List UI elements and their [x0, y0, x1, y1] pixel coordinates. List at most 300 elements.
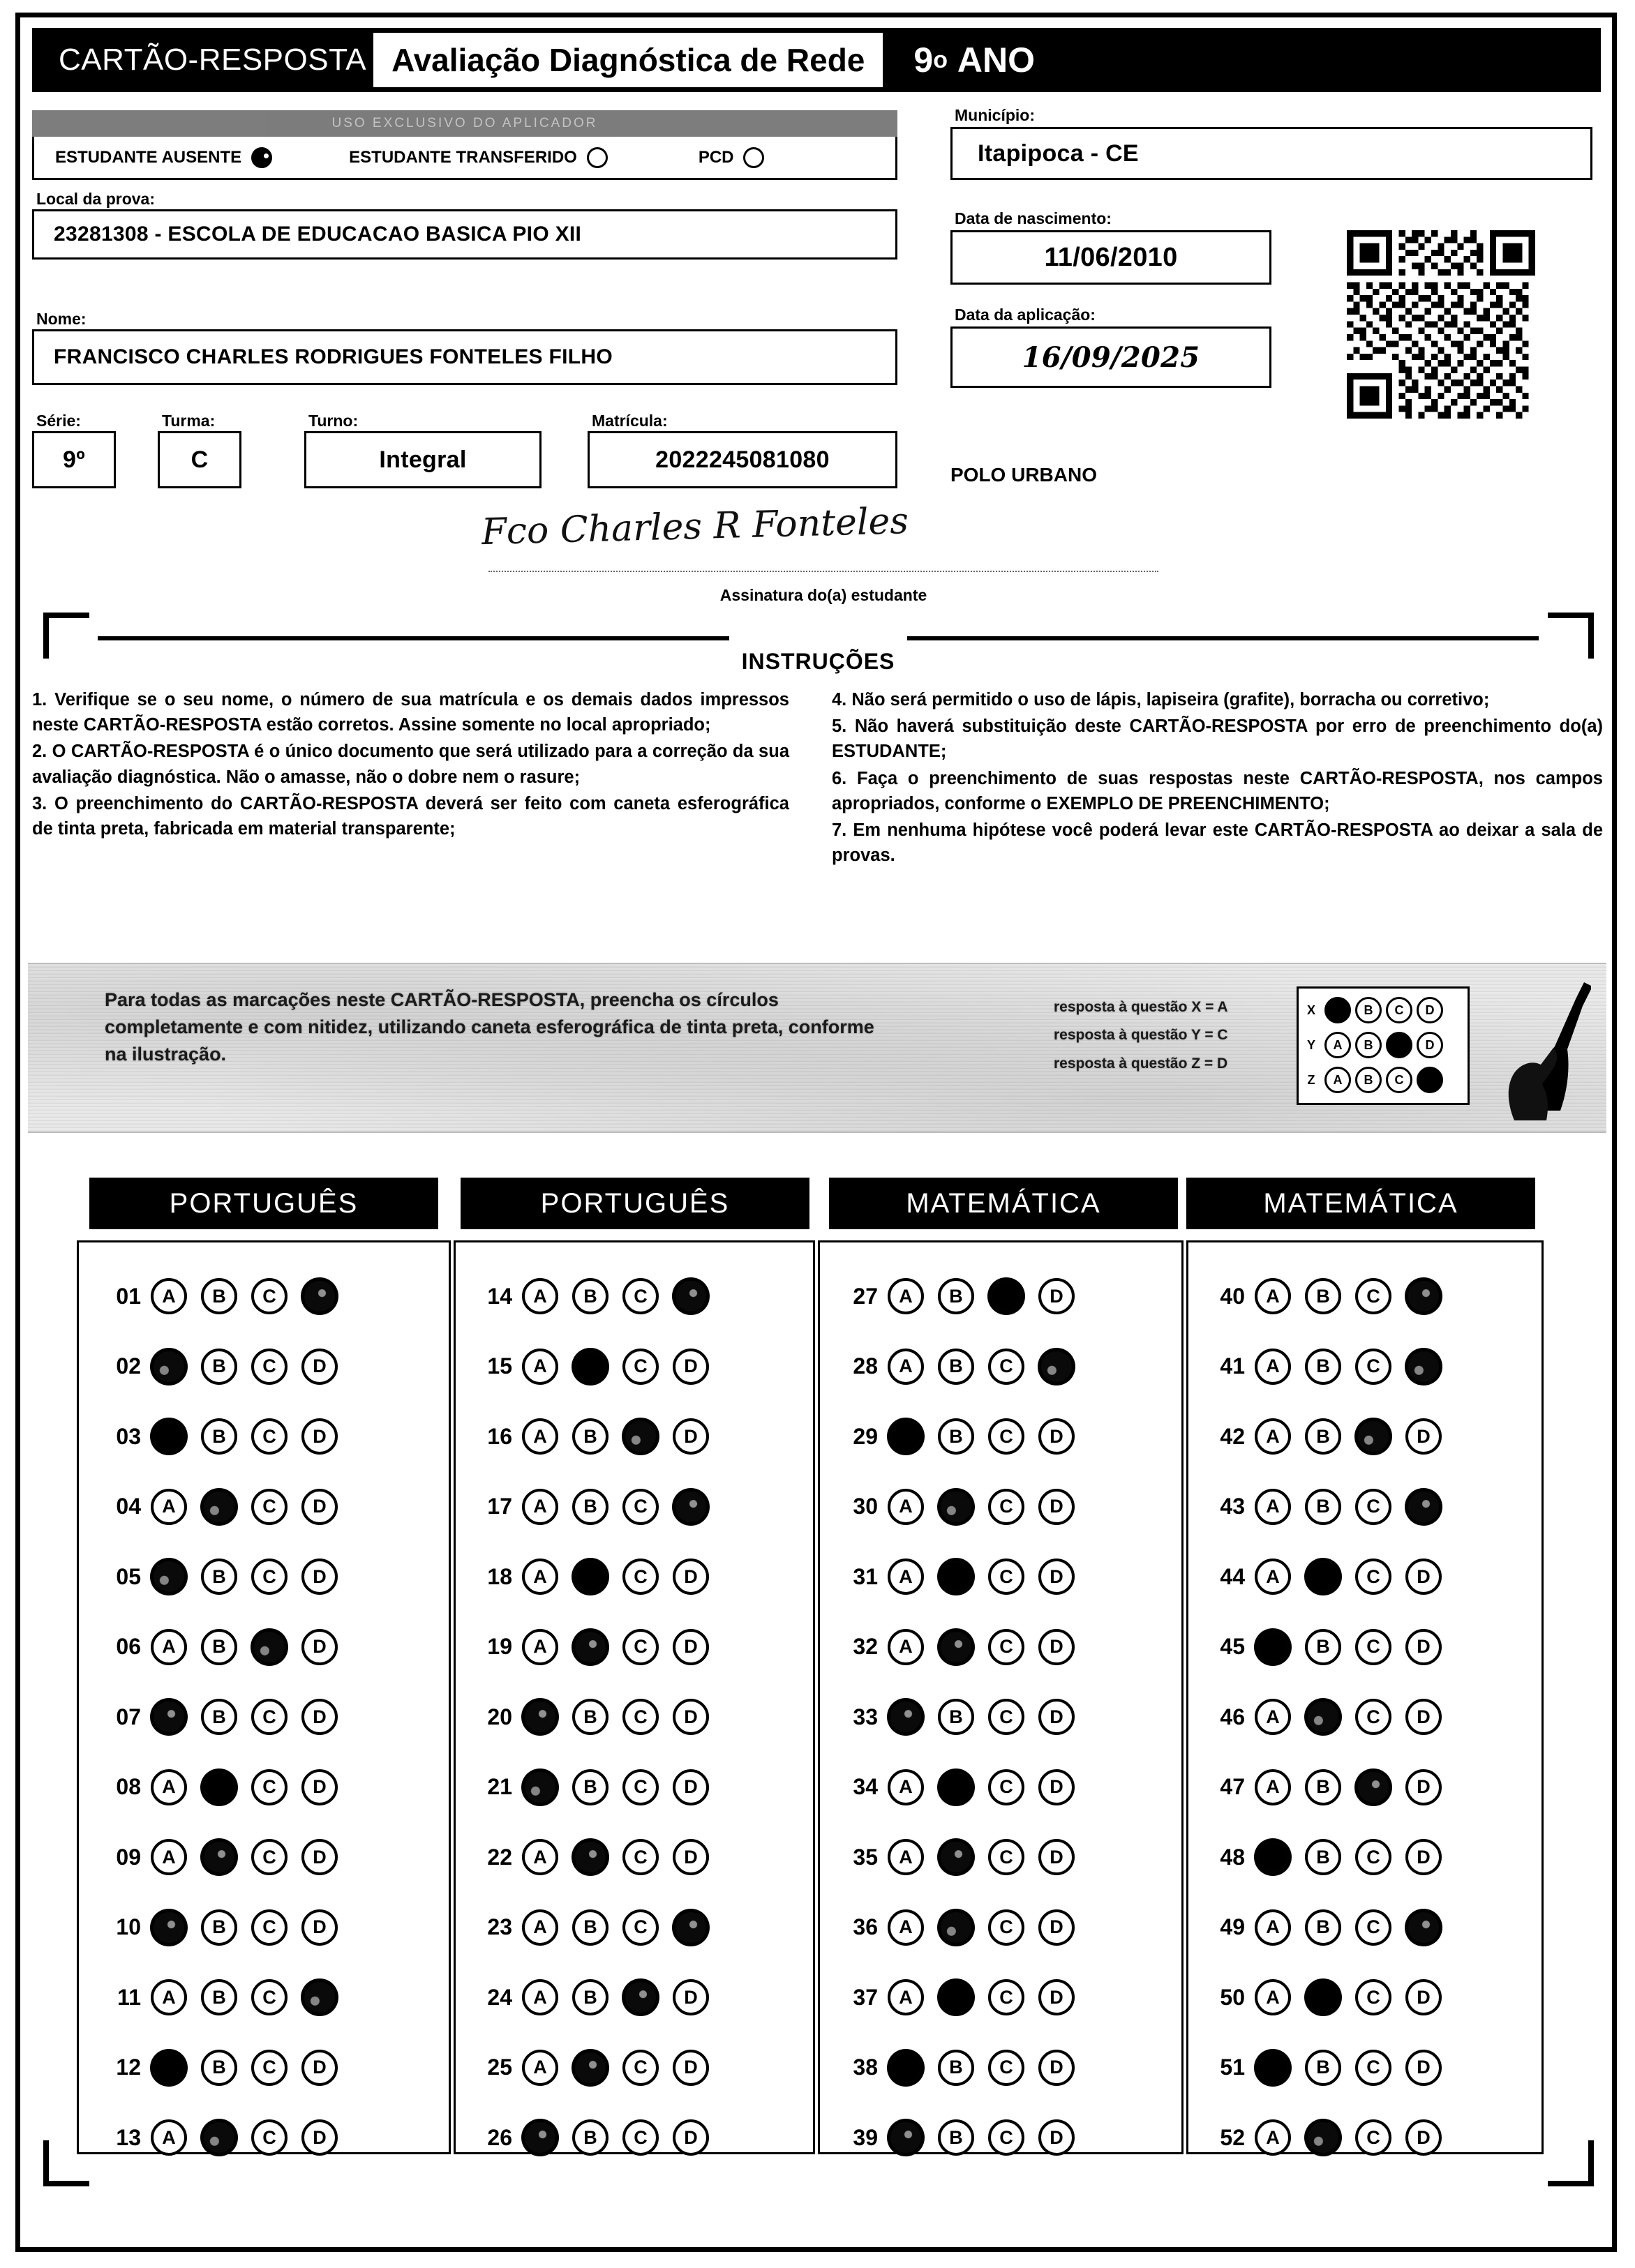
- bubble-47-C[interactable]: [1355, 1769, 1391, 1805]
- field-matricula[interactable]: 2022245081080: [588, 431, 897, 488]
- bubble-41-B[interactable]: B: [1305, 1349, 1341, 1385]
- bubble-01-D[interactable]: [301, 1278, 338, 1314]
- bubble-32-C[interactable]: C: [988, 1629, 1024, 1665]
- question-number: 52: [1220, 2124, 1245, 2150]
- bubble-29-C[interactable]: C: [988, 1418, 1024, 1455]
- bubble-24-D[interactable]: D: [673, 1979, 709, 2015]
- bubble-07-A[interactable]: [151, 1699, 187, 1735]
- bubble-31-B[interactable]: [938, 1559, 974, 1595]
- bubble-43-C[interactable]: C: [1355, 1489, 1391, 1525]
- bubble-48-A[interactable]: [1255, 1839, 1291, 1875]
- bubble-42-A[interactable]: A: [1255, 1418, 1291, 1455]
- question-number: 32: [853, 1634, 878, 1659]
- answer-row-42: [1202, 1417, 1456, 1456]
- bubble-14-B[interactable]: B: [572, 1278, 609, 1314]
- bubble-20-A[interactable]: [522, 1699, 558, 1735]
- question-number: 29: [853, 1423, 878, 1449]
- bubble-08-B[interactable]: [201, 1769, 237, 1805]
- bubble-18-B[interactable]: [572, 1559, 609, 1595]
- bubble-23-B[interactable]: B: [572, 1909, 609, 1946]
- bubble-11-B[interactable]: B: [201, 1979, 237, 2015]
- bubble-09-A[interactable]: A: [151, 1839, 187, 1875]
- question-number: 27: [853, 1283, 878, 1309]
- bubble-45-A[interactable]: [1255, 1629, 1291, 1665]
- bubble-06-C[interactable]: [251, 1629, 288, 1665]
- bubble-23-C[interactable]: C: [622, 1909, 659, 1946]
- example-answer-line: resposta à questão Y = C: [1054, 1027, 1228, 1044]
- bubble-48-B[interactable]: B: [1305, 1839, 1341, 1875]
- header-grade: [890, 28, 1035, 92]
- bubble-17-A[interactable]: A: [522, 1489, 558, 1525]
- bubble-42-C[interactable]: [1355, 1418, 1391, 1455]
- bubble-03-B[interactable]: B: [201, 1418, 237, 1455]
- bubble-04-A[interactable]: A: [151, 1489, 187, 1525]
- bubble-45-B[interactable]: B: [1305, 1629, 1341, 1665]
- field-serie[interactable]: 9º: [32, 431, 116, 488]
- bubble-29-A[interactable]: [888, 1418, 924, 1455]
- bubble-03-D[interactable]: D: [301, 1418, 338, 1455]
- field-turno[interactable]: Integral: [304, 431, 542, 488]
- answer-row-35: [835, 1838, 1089, 1877]
- bubble-50-D[interactable]: D: [1405, 1979, 1442, 2015]
- bubble-52-C[interactable]: C: [1355, 2119, 1391, 2156]
- bubble-14-A[interactable]: A: [522, 1278, 558, 1314]
- bubble-52-D[interactable]: D: [1405, 2119, 1442, 2156]
- bubble-28-B[interactable]: B: [938, 1349, 974, 1385]
- label-data-nascimento: Data de nascimento:: [955, 209, 1112, 227]
- bubble-37-A[interactable]: A: [888, 1979, 924, 2015]
- example-bubble-a: A: [1324, 1067, 1351, 1093]
- bubble-05-B[interactable]: B: [201, 1559, 237, 1595]
- bubble-01-B[interactable]: B: [201, 1278, 237, 1314]
- bubble-02-B[interactable]: B: [201, 1349, 237, 1385]
- bubble-12-B[interactable]: B: [201, 2050, 237, 2086]
- bubble-50-A[interactable]: A: [1255, 1979, 1291, 2015]
- bubble-27-A[interactable]: A: [888, 1278, 924, 1314]
- field-nome[interactable]: FRANCISCO CHARLES RODRIGUES FONTELES FILHO: [32, 329, 897, 385]
- bubble-34-C[interactable]: C: [988, 1769, 1024, 1805]
- question-number: 45: [1220, 1634, 1245, 1659]
- answer-row-19: [469, 1628, 723, 1667]
- answer-row-31: [835, 1557, 1089, 1596]
- question-number: 50: [1220, 1984, 1245, 2010]
- bubble-32-B[interactable]: [938, 1629, 974, 1665]
- bubble-44-A[interactable]: A: [1255, 1559, 1291, 1595]
- question-number: 39: [853, 2124, 878, 2150]
- bubble-47-D[interactable]: D: [1405, 1769, 1442, 1805]
- bubble-37-B[interactable]: [938, 1979, 974, 2015]
- bubble-32-A[interactable]: A: [888, 1629, 924, 1665]
- bubble-05-C[interactable]: C: [251, 1559, 288, 1595]
- bubble-38-D[interactable]: D: [1038, 2050, 1075, 2086]
- label-nome: Nome:: [36, 310, 87, 328]
- bubble-47-A[interactable]: A: [1255, 1769, 1291, 1805]
- bubble-51-C[interactable]: C: [1355, 2050, 1391, 2086]
- bubble-03-A[interactable]: [151, 1418, 187, 1455]
- answer-row-48: [1202, 1838, 1456, 1877]
- bubble-transferido[interactable]: [587, 147, 608, 168]
- bubble-23-D[interactable]: [673, 1909, 709, 1946]
- answer-row-30: [835, 1487, 1089, 1526]
- question-number: 42: [1220, 1423, 1245, 1449]
- example-bubble-a: A: [1324, 997, 1351, 1023]
- answer-row-45: [1202, 1628, 1456, 1667]
- bubble-19-C[interactable]: C: [622, 1629, 659, 1665]
- header-title-left: CARTÃO-RESPOSTA: [59, 43, 367, 77]
- bubble-14-C[interactable]: C: [622, 1278, 659, 1314]
- bubble-31-A[interactable]: A: [888, 1559, 924, 1595]
- bubble-48-D[interactable]: D: [1405, 1839, 1442, 1875]
- question-number: 37: [853, 1984, 878, 2010]
- status-pcd[interactable]: [699, 147, 765, 168]
- status-estudante-transferido[interactable]: [349, 147, 608, 168]
- bubble-38-A[interactable]: [888, 2050, 924, 2086]
- column-header-1: PORTUGUÊS: [89, 1178, 438, 1229]
- bubble-05-A[interactable]: [151, 1559, 187, 1595]
- bubble-40-C[interactable]: C: [1355, 1278, 1391, 1314]
- bubble-04-C[interactable]: C: [251, 1489, 288, 1525]
- answer-row-36: [835, 1908, 1089, 1947]
- bubble-32-D[interactable]: D: [1038, 1629, 1075, 1665]
- bubble-52-A[interactable]: A: [1255, 2119, 1291, 2156]
- example-bubble-d: D: [1417, 1067, 1443, 1093]
- answer-row-20: [469, 1697, 723, 1736]
- question-number: 41: [1220, 1353, 1245, 1379]
- bubble-39-B[interactable]: B: [938, 2119, 974, 2156]
- bubble-49-B[interactable]: B: [1305, 1909, 1341, 1946]
- bubble-34-D[interactable]: D: [1038, 1769, 1075, 1805]
- bubble-16-A[interactable]: A: [522, 1418, 558, 1455]
- example-bubble-b: B: [1355, 1032, 1382, 1058]
- bubble-12-A[interactable]: [151, 2050, 187, 2086]
- bubble-46-C[interactable]: C: [1355, 1699, 1391, 1735]
- bubble-06-A[interactable]: A: [151, 1629, 187, 1665]
- bubble-46-B[interactable]: [1305, 1699, 1341, 1735]
- bubble-35-D[interactable]: D: [1038, 1839, 1075, 1875]
- bubble-30-D[interactable]: D: [1038, 1489, 1075, 1525]
- status-estudante-ausente[interactable]: [55, 147, 272, 168]
- field-data-aplicacao[interactable]: 16/09/2025: [950, 326, 1271, 388]
- bubble-12-C[interactable]: C: [251, 2050, 288, 2086]
- bubble-12-D[interactable]: D: [301, 2050, 338, 2086]
- question-number: 38: [853, 2055, 878, 2080]
- question-number: 03: [116, 1423, 141, 1449]
- bubble-10-A[interactable]: [151, 1909, 187, 1946]
- bubble-13-C[interactable]: C: [251, 2119, 288, 2156]
- bubble-16-C[interactable]: [622, 1418, 659, 1455]
- bubble-36-A[interactable]: A: [888, 1909, 924, 1946]
- bubble-41-D[interactable]: [1405, 1349, 1442, 1385]
- answer-row-13: [98, 2118, 352, 2157]
- bubble-25-A[interactable]: A: [522, 2050, 558, 2086]
- bubble-35-A[interactable]: A: [888, 1839, 924, 1875]
- bubble-52-B[interactable]: [1305, 2119, 1341, 2156]
- bubble-35-C[interactable]: C: [988, 1839, 1024, 1875]
- bubble-17-B[interactable]: B: [572, 1489, 609, 1525]
- bubble-08-A[interactable]: A: [151, 1769, 187, 1805]
- bubble-16-D[interactable]: D: [673, 1418, 709, 1455]
- question-number: 26: [487, 2124, 512, 2150]
- bubble-07-C[interactable]: C: [251, 1699, 288, 1735]
- bubble-35-B[interactable]: [938, 1839, 974, 1875]
- bubble-41-A[interactable]: A: [1255, 1349, 1291, 1385]
- label-data-aplicacao: Data da aplicação:: [955, 306, 1096, 324]
- bubble-25-C[interactable]: C: [622, 2050, 659, 2086]
- bubble-39-C[interactable]: C: [988, 2119, 1024, 2156]
- bubble-28-C[interactable]: C: [988, 1349, 1024, 1385]
- bubble-13-A[interactable]: A: [151, 2119, 187, 2156]
- bubble-22-C[interactable]: C: [622, 1839, 659, 1875]
- answer-row-40: [1202, 1277, 1456, 1316]
- status-label-ausente: ESTUDANTE AUSENTE: [55, 147, 242, 167]
- bubble-07-B[interactable]: B: [201, 1699, 237, 1735]
- status-label-pcd: PCD: [698, 147, 734, 167]
- bubble-19-B[interactable]: [572, 1629, 609, 1665]
- bubble-21-A[interactable]: [522, 1769, 558, 1805]
- bubble-48-C[interactable]: C: [1355, 1839, 1391, 1875]
- instruction-item: 7. Em nenhuma hipótese você poderá levar este CARTÃO-RESPOSTA ao deixar a sala de provas.: [832, 820, 1603, 866]
- question-number: 17: [487, 1494, 512, 1519]
- bubble-29-B[interactable]: B: [938, 1418, 974, 1455]
- bubble-26-A[interactable]: [522, 2119, 558, 2156]
- answer-row-23: [469, 1908, 723, 1947]
- bubble-20-D[interactable]: D: [673, 1699, 709, 1735]
- bubble-10-B[interactable]: B: [201, 1909, 237, 1946]
- bubble-pcd[interactable]: [743, 147, 764, 168]
- bubble-41-C[interactable]: C: [1355, 1349, 1391, 1385]
- bubble-18-A[interactable]: A: [522, 1559, 558, 1595]
- bubble-02-C[interactable]: C: [251, 1349, 288, 1385]
- bubble-34-A[interactable]: A: [888, 1769, 924, 1805]
- answer-row-51: [1202, 2048, 1456, 2087]
- bubble-39-A[interactable]: [888, 2119, 924, 2156]
- bubble-33-B[interactable]: B: [938, 1699, 974, 1735]
- instructions-column-right: [832, 687, 1603, 869]
- example-bubble-a: A: [1324, 1032, 1351, 1058]
- bubble-50-C[interactable]: C: [1355, 1979, 1391, 2015]
- bubble-33-A[interactable]: [888, 1699, 924, 1735]
- answer-row-17: [469, 1487, 723, 1526]
- answer-row-52: [1202, 2118, 1456, 2157]
- bubble-39-D[interactable]: D: [1038, 2119, 1075, 2156]
- bubble-17-D[interactable]: [673, 1489, 709, 1525]
- bubble-02-D[interactable]: D: [301, 1349, 338, 1385]
- answer-row-02: [98, 1347, 352, 1386]
- question-number: 30: [853, 1494, 878, 1519]
- bubble-31-D[interactable]: D: [1038, 1559, 1075, 1595]
- bubble-03-C[interactable]: C: [251, 1418, 288, 1455]
- bubble-01-A[interactable]: A: [151, 1278, 187, 1314]
- answer-row-10: [98, 1908, 352, 1947]
- bubble-08-C[interactable]: C: [251, 1769, 288, 1805]
- bubble-28-D[interactable]: [1038, 1349, 1075, 1385]
- question-number: 19: [487, 1634, 512, 1659]
- label-turma: Turma:: [162, 412, 216, 430]
- field-turma[interactable]: C: [158, 431, 241, 488]
- bubble-38-B[interactable]: B: [938, 2050, 974, 2086]
- bubble-27-B[interactable]: B: [938, 1278, 974, 1314]
- bubble-10-D[interactable]: D: [301, 1909, 338, 1946]
- bubble-26-D[interactable]: D: [673, 2119, 709, 2156]
- bubble-15-C[interactable]: C: [622, 1349, 659, 1385]
- bubble-20-C[interactable]: C: [622, 1699, 659, 1735]
- bubble-44-D[interactable]: D: [1405, 1559, 1442, 1595]
- bubble-45-C[interactable]: C: [1355, 1629, 1391, 1665]
- bubble-15-B[interactable]: [572, 1349, 609, 1385]
- header-grade-word: ANO: [957, 40, 1035, 80]
- answer-row-08: [98, 1768, 352, 1807]
- instruction-item: 4. Não será permitido o uso de lápis, lapiseira (grafite), borracha ou corretivo;: [832, 690, 1490, 709]
- question-number: 08: [116, 1774, 141, 1799]
- bubble-47-B[interactable]: B: [1305, 1769, 1341, 1805]
- bubble-24-B[interactable]: B: [572, 1979, 609, 2015]
- bubble-15-D[interactable]: D: [673, 1349, 709, 1385]
- bubble-27-D[interactable]: D: [1038, 1278, 1075, 1314]
- bubble-49-D[interactable]: [1405, 1909, 1442, 1946]
- bubble-ausente[interactable]: [251, 147, 272, 168]
- bubble-34-B[interactable]: [938, 1769, 974, 1805]
- bubble-36-D[interactable]: D: [1038, 1909, 1075, 1946]
- bubble-42-B[interactable]: B: [1305, 1418, 1341, 1455]
- field-local-prova[interactable]: 23281308 - ESCOLA DE EDUCACAO BASICA PIO XII: [32, 209, 897, 260]
- bubble-30-A[interactable]: A: [888, 1489, 924, 1525]
- bubble-28-A[interactable]: A: [888, 1349, 924, 1385]
- bubble-37-D[interactable]: D: [1038, 1979, 1075, 2015]
- bubble-29-D[interactable]: D: [1038, 1418, 1075, 1455]
- bubble-05-D[interactable]: D: [301, 1559, 338, 1595]
- bubble-33-C[interactable]: C: [988, 1699, 1024, 1735]
- question-number: 36: [853, 1914, 878, 1939]
- bubble-40-A[interactable]: A: [1255, 1278, 1291, 1314]
- bubble-26-C[interactable]: C: [622, 2119, 659, 2156]
- bubble-17-C[interactable]: C: [622, 1489, 659, 1525]
- qr-code-icon: [1347, 230, 1535, 419]
- bubble-46-A[interactable]: A: [1255, 1699, 1291, 1735]
- bubble-07-D[interactable]: D: [301, 1699, 338, 1735]
- answer-row-34: [835, 1768, 1089, 1807]
- answer-row-28: [835, 1347, 1089, 1386]
- bubble-24-A[interactable]: A: [522, 1979, 558, 2015]
- example-bubble-c: C: [1386, 997, 1412, 1023]
- bubble-06-D[interactable]: D: [301, 1629, 338, 1665]
- bubble-24-C[interactable]: [622, 1979, 659, 2015]
- bubble-31-C[interactable]: C: [988, 1559, 1024, 1595]
- bubble-06-B[interactable]: B: [201, 1629, 237, 1665]
- bubble-04-D[interactable]: D: [301, 1489, 338, 1525]
- answer-row-24: [469, 1978, 723, 2017]
- bubble-33-D[interactable]: D: [1038, 1699, 1075, 1735]
- bubble-36-B[interactable]: [938, 1909, 974, 1946]
- field-municipio[interactable]: Itapipoca - CE: [950, 127, 1592, 180]
- bubble-08-D[interactable]: D: [301, 1769, 338, 1805]
- bubble-23-A[interactable]: A: [522, 1909, 558, 1946]
- signature-handwriting[interactable]: Fco Charles R Fonteles: [480, 500, 909, 554]
- bubble-27-C[interactable]: [988, 1278, 1024, 1314]
- bubble-37-C[interactable]: C: [988, 1979, 1024, 2015]
- answer-row-21: [469, 1768, 723, 1807]
- bubble-25-B[interactable]: [572, 2050, 609, 2086]
- bubble-43-B[interactable]: B: [1305, 1489, 1341, 1525]
- field-data-nascimento[interactable]: 11/06/2010: [950, 230, 1271, 285]
- bubble-30-C[interactable]: C: [988, 1489, 1024, 1525]
- filling-example-strip: [28, 963, 1606, 1133]
- bubble-30-B[interactable]: [938, 1489, 974, 1525]
- bubble-02-A[interactable]: [151, 1349, 187, 1385]
- question-number: 15: [487, 1353, 512, 1379]
- bubble-43-A[interactable]: A: [1255, 1489, 1291, 1525]
- bubble-22-D[interactable]: D: [673, 1839, 709, 1875]
- header-title-exam: Avaliação Diagnóstica de Rede: [373, 33, 883, 87]
- question-number: 07: [116, 1704, 141, 1729]
- question-number: 46: [1220, 1704, 1245, 1729]
- bubble-09-B[interactable]: [201, 1839, 237, 1875]
- bubble-11-C[interactable]: C: [251, 1979, 288, 2015]
- bubble-21-B[interactable]: B: [572, 1769, 609, 1805]
- bubble-40-D[interactable]: [1405, 1278, 1442, 1314]
- bubble-44-C[interactable]: C: [1355, 1559, 1391, 1595]
- column-header-3: MATEMÁTICA: [829, 1178, 1178, 1229]
- question-number: 22: [487, 1844, 512, 1870]
- bubble-49-A[interactable]: A: [1255, 1909, 1291, 1946]
- example-bubble-b: B: [1355, 1067, 1382, 1093]
- question-number: 31: [853, 1563, 878, 1589]
- answer-row-37: [835, 1978, 1089, 2017]
- instruction-corner-top-right: [1548, 613, 1594, 659]
- bubble-22-B[interactable]: [572, 1839, 609, 1875]
- bubble-04-B[interactable]: [201, 1489, 237, 1525]
- bubble-26-B[interactable]: B: [572, 2119, 609, 2156]
- bubble-45-D[interactable]: D: [1405, 1629, 1442, 1665]
- bubble-25-D[interactable]: D: [673, 2050, 709, 2086]
- bubble-22-A[interactable]: A: [522, 1839, 558, 1875]
- bubble-09-C[interactable]: C: [251, 1839, 288, 1875]
- bubble-19-D[interactable]: D: [673, 1629, 709, 1665]
- answer-row-12: [98, 2048, 352, 2087]
- bubble-14-D[interactable]: [673, 1278, 709, 1314]
- bubble-50-B[interactable]: [1305, 1979, 1341, 2015]
- bubble-20-B[interactable]: B: [572, 1699, 609, 1735]
- bubble-51-A[interactable]: [1255, 2050, 1291, 2086]
- bubble-13-B[interactable]: [201, 2119, 237, 2156]
- bubble-46-D[interactable]: D: [1405, 1699, 1442, 1735]
- bubble-43-D[interactable]: [1405, 1489, 1442, 1525]
- bubble-21-D[interactable]: D: [673, 1769, 709, 1805]
- bubble-09-D[interactable]: D: [301, 1839, 338, 1875]
- bubble-11-A[interactable]: A: [151, 1979, 187, 2015]
- bubble-19-A[interactable]: A: [522, 1629, 558, 1665]
- question-number: 13: [116, 2124, 141, 2150]
- label-municipio: Município:: [955, 106, 1035, 124]
- bubble-44-B[interactable]: [1305, 1559, 1341, 1595]
- bubble-49-C[interactable]: C: [1355, 1909, 1391, 1946]
- bubble-10-C[interactable]: C: [251, 1909, 288, 1946]
- bubble-51-D[interactable]: D: [1405, 2050, 1442, 2086]
- bubble-42-D[interactable]: D: [1405, 1418, 1442, 1455]
- instruction-rule-right: [907, 636, 1539, 640]
- bubble-01-C[interactable]: C: [251, 1278, 288, 1314]
- bubble-16-B[interactable]: B: [572, 1418, 609, 1455]
- bubble-38-C[interactable]: C: [988, 2050, 1024, 2086]
- bubble-15-A[interactable]: A: [522, 1349, 558, 1385]
- bubble-36-C[interactable]: C: [988, 1909, 1024, 1946]
- bubble-21-C[interactable]: C: [622, 1769, 659, 1805]
- bubble-11-D[interactable]: [301, 1979, 338, 2015]
- bubble-51-B[interactable]: B: [1305, 2050, 1341, 2086]
- bubble-13-D[interactable]: D: [301, 2119, 338, 2156]
- bubble-18-C[interactable]: C: [622, 1559, 659, 1595]
- bubble-18-D[interactable]: D: [673, 1559, 709, 1595]
- bubble-40-B[interactable]: B: [1305, 1278, 1341, 1314]
